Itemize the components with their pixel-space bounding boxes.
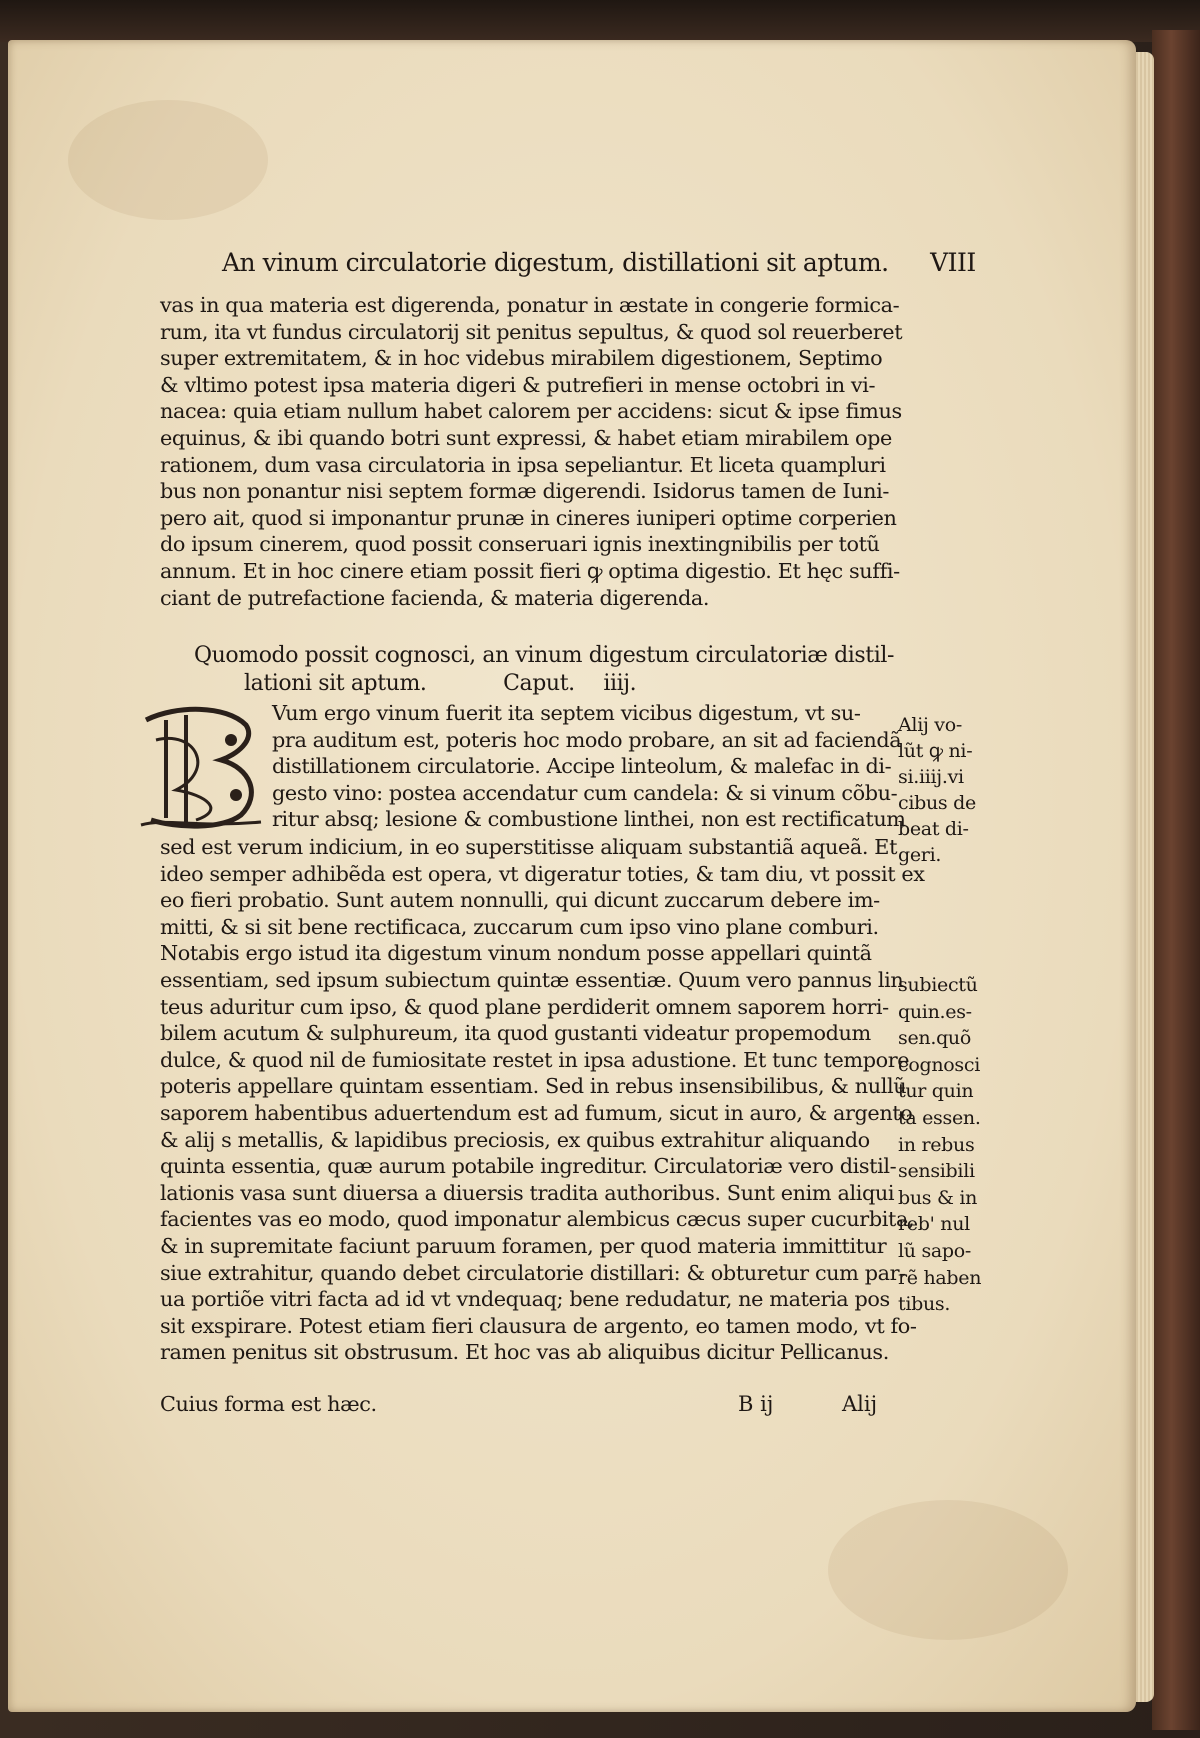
folio-number: VIII (930, 248, 976, 277)
text-line: Vum ergo vinum fuerit ita septem vicibus digestum, vt su- (272, 701, 861, 725)
text-line: bilem acutum & sulphureum, ita quod gustanti videatur propemodum (160, 1021, 871, 1046)
marginal-line: tibus. (898, 1293, 951, 1316)
text-line: pero ait, quod si imponantur prunæ in cineres iuniperi optime corperien (160, 505, 897, 530)
text-line: ciant de putrefactione facienda, & materia digerenda. (160, 585, 710, 610)
running-heading (222, 248, 976, 277)
chapter-title-line-2 (194, 670, 894, 698)
decorated-initial (136, 700, 266, 832)
text-line: Notabis ergo istud ita digestum vinum nondum posse appellari quintã (160, 941, 872, 966)
text-line: & vltimo potest ipsa materia digeri & putrefieri in mense octobri in vi- (160, 372, 876, 397)
text-line: bus non ponantur nisi septem formæ digerendi. Isidorus tamen de Iuni- (160, 479, 890, 504)
marginal-line: geri. (898, 844, 942, 866)
marginal-line: sensibili (898, 1160, 975, 1183)
marginal-note-2 (898, 972, 981, 1318)
text-line: facientes vas eo modo, quod imponatur alembicus cæcus super cucurbita, (160, 1207, 915, 1232)
text-line: lationis vasa sunt diuersa a diuersis tradita authoribus. Sunt enim aliqui (160, 1180, 895, 1205)
text-line: distillationem circulatorie. Accipe linteolum, & malefac in di- (272, 754, 892, 779)
marginal-line: cibus de (898, 792, 976, 814)
text-line: pra auditum est, poteris hoc modo probare, an sit ad faciendã (272, 727, 902, 752)
marginal-line: subiectũ (898, 974, 978, 996)
marginal-line: bus & in (898, 1186, 978, 1209)
text-line: sed est verum indicium, in eo superstitisse aliquam substantiã aqueã. Et (160, 835, 898, 859)
marginal-line: Alij vo- (898, 714, 962, 736)
text-line: & alij s metallis, & lapidibus preciosis, ex quibus extrahitur aliquando (160, 1127, 870, 1152)
marginal-line: in rebus (898, 1133, 975, 1156)
text-line: mitti, & si sit bene rectificaca, zuccarum cum ipso vino plane comburi. (160, 914, 879, 939)
text-line: dulce, & quod nil de fumiositate restet in ipsa adustione. Et tunc tempore (160, 1047, 910, 1072)
signature-mark: B ij (738, 1392, 774, 1416)
caput-label: Caput. (503, 671, 575, 696)
text-block-continuation (160, 292, 902, 611)
text-line: super extremitatem, & in hoc videbus mirabilem digestionem, Septimo (160, 346, 883, 371)
text-line: essentiam, sed ipsum subiectum quintæ essentiæ. Quum vero pannus lin (160, 967, 904, 992)
marginal-line: rẽ haben (898, 1266, 982, 1289)
marginal-line: quin.es- (898, 1000, 972, 1023)
text-line: annum. Et in hoc cinere etiam possit fieri ꝙ optima digestio. Et hęc suffi- (160, 558, 900, 583)
text-line: ideo semper adhibẽda est opera, vt digeratur toties, & tam diu, vt possit ex (160, 861, 925, 886)
marginal-line: sen.quõ (898, 1027, 972, 1050)
chapter-title-end: lationi sit aptum. (244, 671, 427, 696)
page-edges (1134, 52, 1154, 1702)
text-line: rum, ita vt fundus circulatorij sit penitus sepultus, & quod sol reuerberet (160, 319, 903, 344)
marginal-line: lũt ꝙ ni- (898, 740, 973, 762)
text-line: ritur absq; lesione & combustione linthei, non est rectificatum (272, 807, 906, 832)
chapter-title (194, 642, 894, 698)
marginal-line: ta essen. (898, 1106, 981, 1129)
text-line: eo fieri probatio. Sunt autem nonnulli, qui dicunt zuccarum debere im- (160, 888, 880, 913)
marginal-note-1 (898, 712, 976, 868)
marginal-line: cognosci (898, 1053, 980, 1076)
text-line: siue extrahitur, quando debet circulatorie distillari: & obturetur cum par- (160, 1260, 906, 1285)
text-line: poteris appellare quintam essentiam. Sed in rebus insensibilibus, & nullũ (160, 1074, 907, 1099)
caput-number: iiij. (603, 671, 637, 696)
marginal-line: reb' nul (898, 1213, 970, 1236)
text-line: ua portiõe vitri facta ad id vt vndequaq; bene redudatur, ne materia pos (160, 1287, 890, 1312)
heading-title: An vinum circulatorie digestum, distillationi sit aptum. (222, 248, 889, 277)
marginal-line: beat di- (898, 818, 969, 840)
paper-stain (68, 100, 268, 220)
text-line: quinta essentia, quæ aurum potabile ingreditur. Circulatoriæ vero distil- (160, 1154, 897, 1179)
text-line: do ipsum cinerem, quod possit conseruari ignis inextingnibilis per totũ (160, 532, 880, 557)
text-line: rationem, dum vasa circulatoria in ipsa sepeliantur. Et liceta quampluri (160, 452, 886, 477)
text-line: equinus, & ibi quando botri sunt expressi, & habet etiam mirabilem ope (160, 425, 892, 450)
text-line: sit exspirare. Potest etiam fieri clausura de argento, eo tamen modo, vt fo- (160, 1313, 917, 1338)
paper-stain (828, 1500, 1068, 1640)
catchword: Alij (842, 1392, 878, 1416)
text-line: teus aduritur cum ipso, & quod plane perdiderit omnem saporem horri- (160, 994, 889, 1019)
text-line: vas in qua materia est digerenda, ponatur in æstate in congerie formica- (160, 293, 900, 317)
marginal-line: si.iiij.vi (898, 766, 964, 788)
marginal-line: tur quin (898, 1080, 974, 1103)
last-line: Cuius forma est hæc. (160, 1392, 377, 1416)
text-line: gesto vino: postea accendatur cum candela: & si vinum cõbu- (272, 780, 898, 805)
text-line: saporem habentibus aduertendum est ad fumum, sicut in auro, & argento (160, 1100, 913, 1125)
text-line: ramen penitus sit obstrusum. Et hoc vas ab aliquibus dicitur Pellicanus. (160, 1340, 889, 1365)
paragraph-beside-initial (272, 700, 906, 833)
book-cover-right (1152, 30, 1200, 1730)
text-line: nacea: quia etiam nullum habet calorem per accidens: sicut & ipse fimus (160, 399, 902, 424)
marginal-line: lũ sapo- (898, 1239, 972, 1262)
paragraph-main (160, 834, 925, 1366)
chapter-title-line-1: Quomodo possit cognosci, an vinum digestum circulatoriæ distil- (194, 643, 895, 668)
text-line: & in supremitate faciunt paruum foramen, per quod materia immittitur (160, 1233, 887, 1258)
book-cover-top (0, 0, 1200, 42)
